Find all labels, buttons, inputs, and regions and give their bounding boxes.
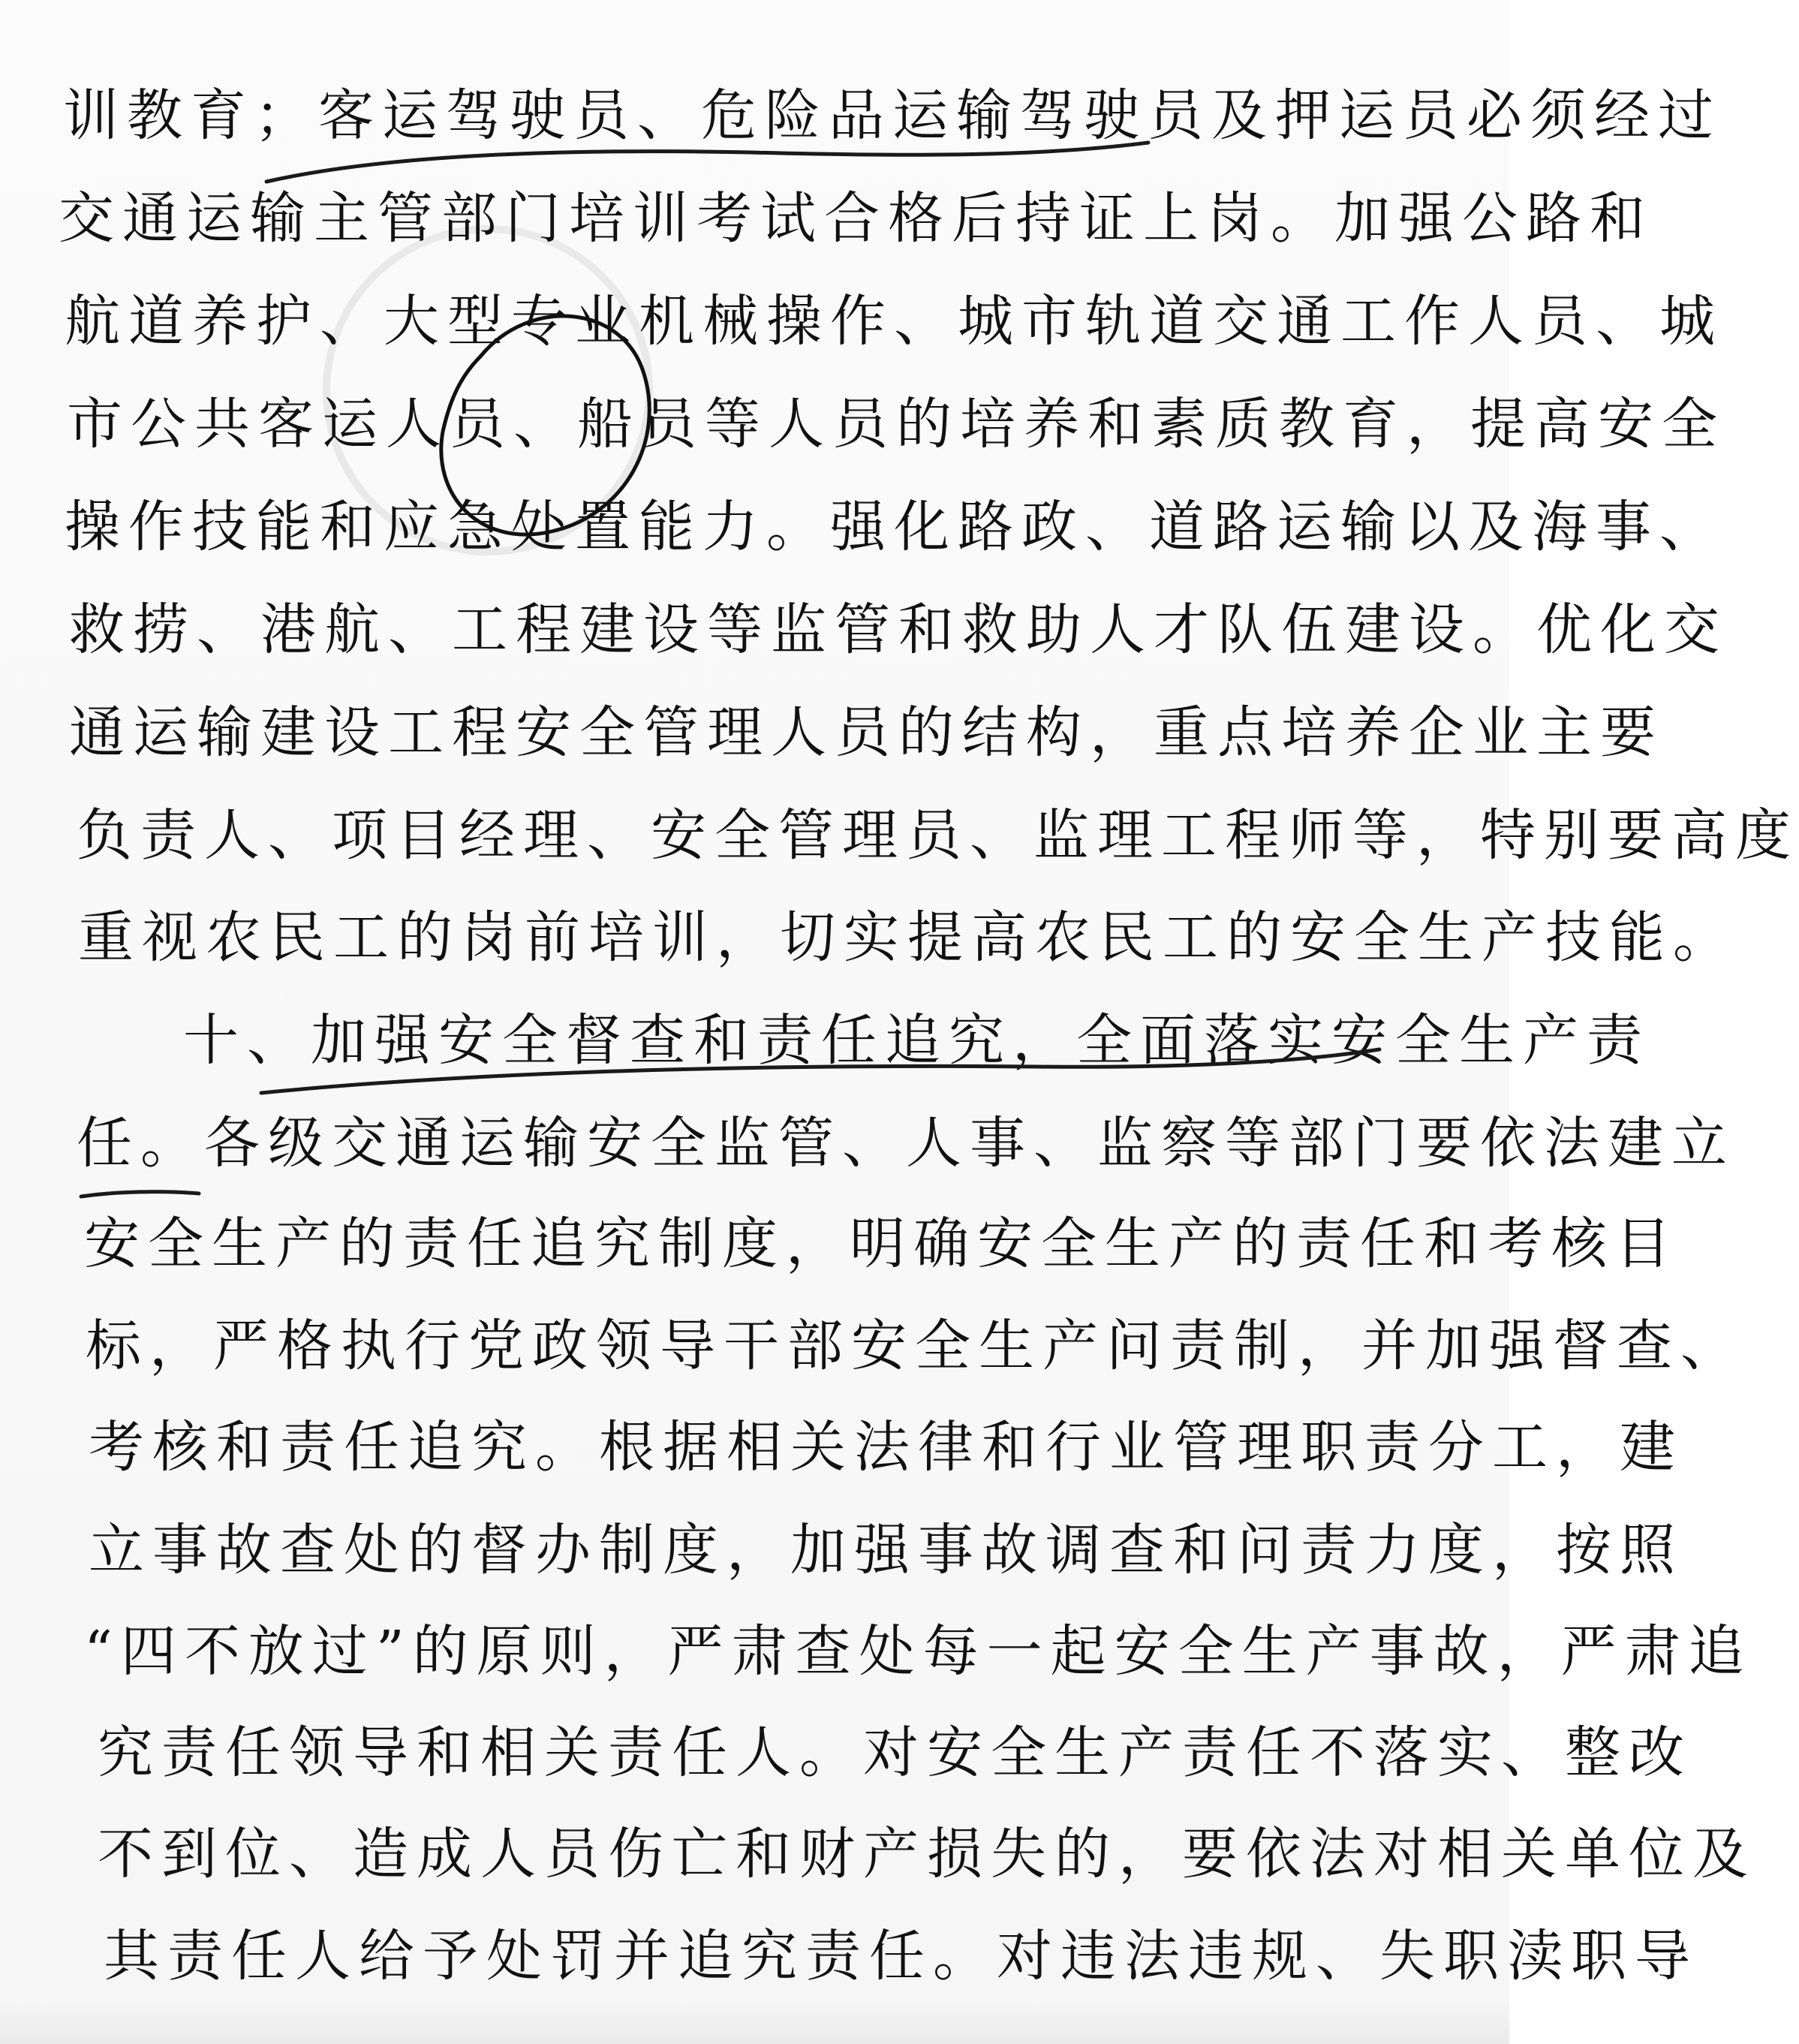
text-line-16: “四不放过”的原则，严肃查处每一起安全生产事故，严肃追 [84,1619,1752,1684]
text-line-14: 考核和责任追究。根据相关法律和行业管理职责分工，建 [89,1415,1683,1480]
text-line-12: 安全生产的责任追究制度，明确安全生产的责任和考核目 [84,1212,1679,1276]
text-line-9: 重视农民工的岗前培训，切实提高农民工的安全生产技能。 [78,905,1737,970]
text-line-8: 负责人、项目经理、安全管理员、监理工程师等，特别要高度 [77,803,1799,868]
text-line-3: 航道养护、大型专业机械操作、城市轨道交通工作人员、城 [65,289,1723,354]
text-line-6: 救捞、港航、工程建设等监管和救助人才队伍建设。优化交 [69,598,1728,662]
text-line-2: 交通运输主管部门培训考试合格后持证上岗。加强公路和 [59,186,1653,251]
text-line-5: 操作技能和应急处置能力。强化路政、道路运输以及海事、 [65,495,1723,559]
text-line-1: 训教育；客运驾驶员、危险品运输驾驶员及押运员必须经过 [63,83,1722,148]
text-line-11: 任。各级交通运输安全监管、人事、监察等部门要依法建立 [77,1111,1735,1176]
text-line-19: 其责任人给予处罚并追究责任。对违法违规、失职渎职导 [104,1924,1698,1988]
text-line-15: 立事故查处的督办制度，加强事故调查和问责力度，按照 [89,1518,1683,1582]
text-line-18: 不到位、造成人员伤亡和财产损失的，要依法对相关单位及 [98,1822,1756,1886]
text-line-17: 究责任领导和相关责任人。对安全生产责任不落实、整改 [98,1720,1692,1785]
text-line-4: 市公共客运人员、船员等人员的培养和素质教育，提高安全 [67,392,1725,456]
section-heading-line: 十、加强安全督查和责任追究，全面落实安全生产责 [183,1008,1650,1073]
text-line-13: 标，严格执行党政领导干部安全生产问责制，并加强督查、 [86,1314,1744,1378]
scan-bottom-shadow [0,2000,1509,2044]
text-line-7: 通运输建设工程安全管理人员的结构，重点培养企业主要 [69,700,1664,765]
